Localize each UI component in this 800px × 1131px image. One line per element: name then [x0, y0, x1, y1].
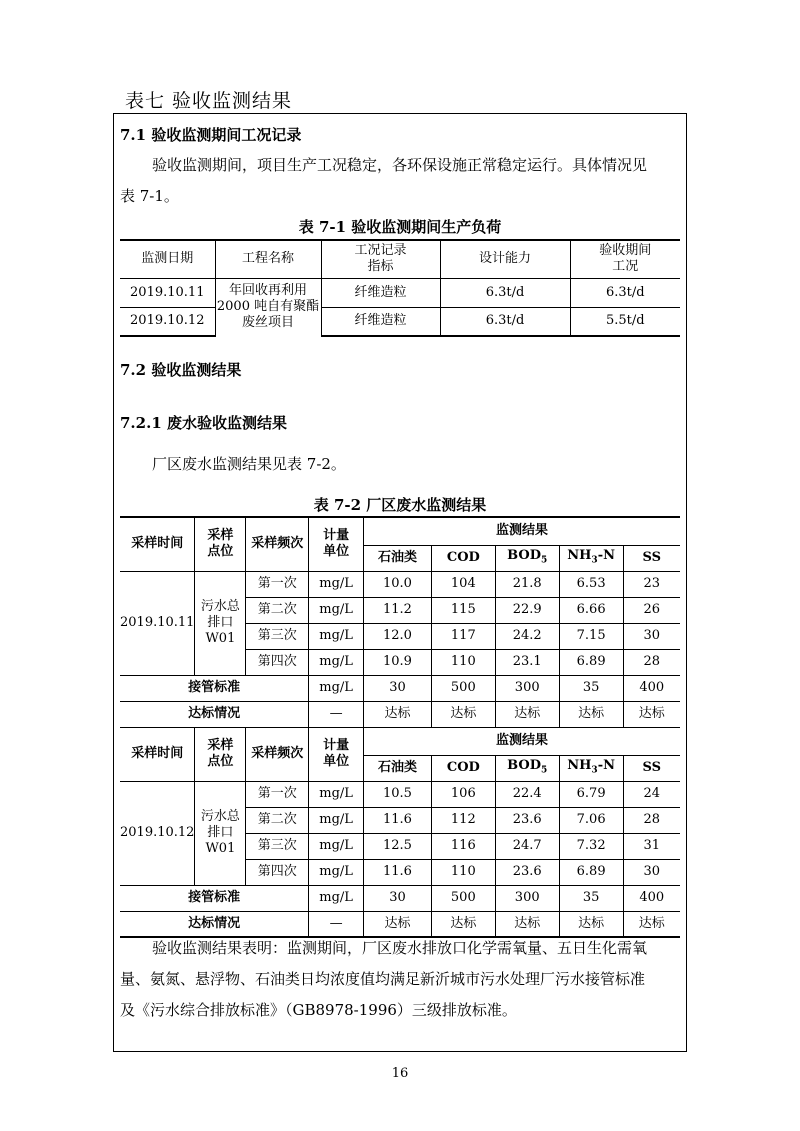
cell-value: 110 [431, 859, 495, 885]
cell-capacity: 6.3t/d [440, 307, 570, 336]
cell-unit: mg/L [309, 859, 364, 885]
cell-unit: mg/L [309, 571, 364, 597]
cell-value: 24.7 [495, 833, 559, 859]
section-7-1-para-line2: 表 7-1。 [120, 187, 179, 205]
cell-value: 6.66 [559, 597, 623, 623]
table-7-1 [120, 239, 680, 337]
cell-value: 达标 [364, 701, 432, 727]
header-unit: 计量 单位 [309, 727, 364, 781]
header-unit: 计量 单位 [309, 517, 364, 571]
cell-sampling-point: 污水总 排口 W01 [195, 781, 246, 885]
cell-sampling-point: 污水总 排口 W01 [195, 571, 246, 675]
cell-value: 23.6 [495, 807, 559, 833]
cell-value: 106 [431, 781, 495, 807]
cell-value: 达标 [623, 911, 680, 937]
cell-value: 30 [623, 859, 680, 885]
table-row [120, 571, 680, 597]
cell-value: 7.32 [559, 833, 623, 859]
cell-unit: mg/L [309, 885, 364, 911]
cell-unit: mg/L [309, 781, 364, 807]
cell-value: 达标 [431, 911, 495, 937]
cell-frequency: 第三次 [246, 833, 309, 859]
cell-value: 10.5 [364, 781, 432, 807]
header-nh3n: $NH_3-N$ [559, 755, 623, 781]
header-sampling-time: 采样时间 [120, 517, 195, 571]
header-actual: 验收期间 工况 [570, 240, 680, 278]
header-bod5: $BOD_5$ [495, 755, 559, 781]
cell-sampling-date: 2019.10.12 [120, 781, 195, 885]
header-frequency: 采样频次 [246, 727, 309, 781]
cell-value: 300 [495, 885, 559, 911]
cell-value: 400 [623, 675, 680, 701]
cell-row-label: 接管标准 [120, 675, 309, 701]
conclusion-line3: 及《污水综合排放标准》（GB8978-1996）三级排放标准。 [120, 1001, 517, 1019]
section-7-2-1-title: 7.2.1 废水验收监测结果 [120, 414, 287, 432]
section-7-2-title: 7.2 验收监测结果 [120, 361, 242, 379]
cell-row-label: 达标情况 [120, 701, 309, 727]
cell-value: 21.8 [495, 571, 559, 597]
cell-unit: — [309, 911, 364, 937]
cell-unit: mg/L [309, 649, 364, 675]
header-sampling-point: 采样 点位 [195, 517, 246, 571]
section-7-1-para-line1: 验收监测期间，项目生产工况稳定，各环保设施正常稳定运行。具体情况见 [152, 156, 648, 174]
cell-value: 400 [623, 885, 680, 911]
cell-unit: mg/L [309, 833, 364, 859]
cell-value: 7.15 [559, 623, 623, 649]
cell-frequency: 第一次 [246, 781, 309, 807]
cell-value: 31 [623, 833, 680, 859]
cell-date: 2019.10.11 [120, 278, 215, 307]
cell-value: 达标 [495, 701, 559, 727]
cell-value: 11.6 [364, 859, 432, 885]
cell-value: 达标 [623, 701, 680, 727]
cell-value: 10.9 [364, 649, 432, 675]
header-petroleum: 石油类 [364, 545, 432, 571]
cell-value: 104 [431, 571, 495, 597]
cell-value: 116 [431, 833, 495, 859]
header-ss: SS [623, 755, 680, 781]
standard-row [120, 885, 680, 911]
cell-value: 11.6 [364, 807, 432, 833]
table-7-2-header-row [120, 727, 680, 755]
cell-actual: 5.5t/d [570, 307, 680, 336]
cell-actual: 6.3t/d [570, 278, 680, 307]
cell-value: 6.89 [559, 859, 623, 885]
cell-value: 11.2 [364, 597, 432, 623]
header-results: 监测结果 [364, 727, 680, 755]
cell-unit: — [309, 701, 364, 727]
page-number: 16 [391, 1066, 409, 1081]
cell-indicator: 纤维造粒 [321, 278, 440, 307]
cell-value: 500 [431, 885, 495, 911]
cell-value: 115 [431, 597, 495, 623]
cell-value: 110 [431, 649, 495, 675]
cell-unit: mg/L [309, 807, 364, 833]
cell-value: 达标 [431, 701, 495, 727]
table-7-1-caption: 表 7-1 验收监测期间生产负荷 [298, 218, 502, 236]
header-cod: COD [431, 755, 495, 781]
page-heading: 表七 验收监测结果 [125, 90, 293, 112]
cell-value: 300 [495, 675, 559, 701]
cell-value: 12.5 [364, 833, 432, 859]
cell-value: 26 [623, 597, 680, 623]
header-petroleum: 石油类 [364, 755, 432, 781]
cell-value: 35 [559, 885, 623, 911]
cell-value: 117 [431, 623, 495, 649]
cell-indicator: 纤维造粒 [321, 307, 440, 336]
table-7-2-header-row [120, 517, 680, 545]
cell-frequency: 第四次 [246, 649, 309, 675]
cell-value: 10.0 [364, 571, 432, 597]
cell-value: 500 [431, 675, 495, 701]
cell-sampling-date: 2019.10.11 [120, 571, 195, 675]
cell-row-label: 达标情况 [120, 911, 309, 937]
section-7-2-intro: 厂区废水监测结果见表 7-2。 [152, 455, 346, 473]
table-row [120, 278, 680, 307]
header-project: 工程名称 [215, 240, 321, 278]
cell-value: 22.4 [495, 781, 559, 807]
header-ss: SS [623, 545, 680, 571]
table-row [120, 781, 680, 807]
cell-capacity: 6.3t/d [440, 278, 570, 307]
header-capacity: 设计能力 [440, 240, 570, 278]
cell-value: 28 [623, 649, 680, 675]
cell-frequency: 第四次 [246, 859, 309, 885]
table-row [120, 307, 680, 336]
header-bod5: $BOD_5$ [495, 545, 559, 571]
cell-value: 6.79 [559, 781, 623, 807]
cell-value: 22.9 [495, 597, 559, 623]
cell-value: 7.06 [559, 807, 623, 833]
cell-value: 12.0 [364, 623, 432, 649]
cell-value: 35 [559, 675, 623, 701]
cell-value: 23.1 [495, 649, 559, 675]
header-date: 监测日期 [120, 240, 215, 278]
cell-value: 达标 [364, 911, 432, 937]
cell-value: 112 [431, 807, 495, 833]
cell-row-label: 接管标准 [120, 885, 309, 911]
cell-project-name: 年回收再利用 2000 吨自有聚酯 废丝项目 [215, 278, 321, 336]
cell-frequency: 第一次 [246, 571, 309, 597]
conclusion-line1: 验收监测结果表明：监测期间，厂区废水排放口化学需氧量、五日生化需氧 [152, 939, 648, 957]
cell-value: 30 [623, 623, 680, 649]
cell-value: 达标 [559, 701, 623, 727]
header-frequency: 采样频次 [246, 517, 309, 571]
header-nh3n: $NH_3-N$ [559, 545, 623, 571]
compliance-row [120, 701, 680, 727]
cell-value: 23 [623, 571, 680, 597]
cell-value: 6.89 [559, 649, 623, 675]
cell-unit: mg/L [309, 623, 364, 649]
cell-unit: mg/L [309, 675, 364, 701]
header-results: 监测结果 [364, 517, 680, 545]
cell-value: 6.53 [559, 571, 623, 597]
cell-value: 达标 [495, 911, 559, 937]
standard-row [120, 675, 680, 701]
section-7-1-title: 7.1 验收监测期间工况记录 [120, 126, 302, 144]
header-sampling-point: 采样 点位 [195, 727, 246, 781]
cell-frequency: 第二次 [246, 597, 309, 623]
table-7-2-caption: 表 7-2 厂区废水监测结果 [313, 496, 487, 514]
cell-value: 24.2 [495, 623, 559, 649]
table-7-2 [120, 516, 680, 938]
cell-date: 2019.10.12 [120, 307, 215, 336]
cell-frequency: 第二次 [246, 807, 309, 833]
conclusion-line2: 量、氨氮、悬浮物、石油类日均浓度值均满足新沂城市污水处理厂污水接管标准 [120, 970, 646, 988]
table-7-1-header-row [120, 240, 680, 278]
cell-value: 24 [623, 781, 680, 807]
cell-value: 达标 [559, 911, 623, 937]
header-cod: COD [431, 545, 495, 571]
cell-unit: mg/L [309, 597, 364, 623]
cell-value: 30 [364, 885, 432, 911]
cell-value: 23.6 [495, 859, 559, 885]
cell-frequency: 第三次 [246, 623, 309, 649]
header-sampling-time: 采样时间 [120, 727, 195, 781]
header-indicator: 工况记录 指标 [321, 240, 440, 278]
cell-value: 30 [364, 675, 432, 701]
cell-value: 28 [623, 807, 680, 833]
